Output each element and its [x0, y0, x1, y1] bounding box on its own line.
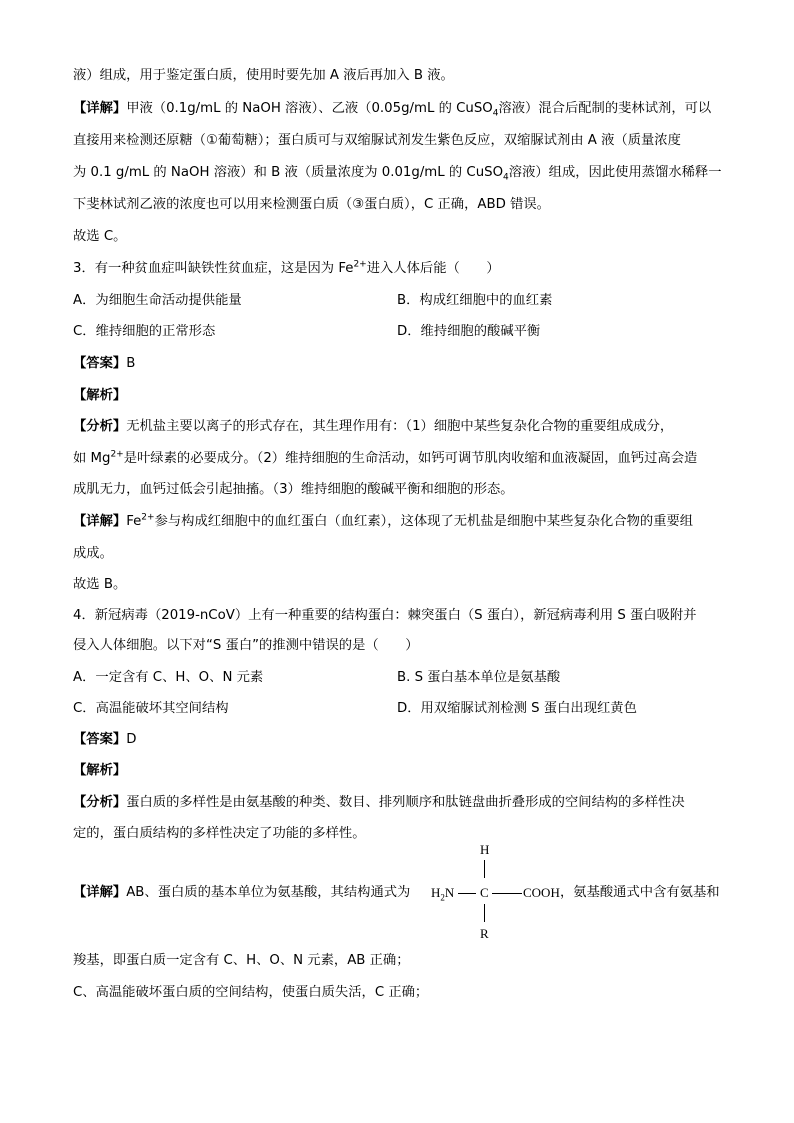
q3-detail-line: 成成。: [73, 546, 113, 561]
q3-fenxi-line: 成肌无力，血钙过低会引起抽搐。（3）维持细胞的酸碱平衡和细胞的形态。: [73, 482, 514, 497]
q2-conclusion: 故选 C。: [73, 229, 127, 244]
formula-top-h: H: [480, 842, 490, 857]
q2-detail-line: 直接用来检测还原糖（①葡萄糖）；蛋白质可与双缩脲试剂发生紫色反应，双缩脲试剂由 A 液（质量浓度: [73, 133, 681, 148]
formula-r-group: R: [480, 926, 489, 941]
q4-analysis-heading: 【解析】: [73, 763, 127, 778]
q3-option-d: D．维持细胞的酸碱平衡: [397, 324, 541, 339]
q3-analysis-heading: 【解析】: [73, 388, 127, 403]
q3-option-b: B．构成红细胞中的血红素: [397, 293, 553, 308]
formula-bond-right: [492, 893, 522, 894]
q4-fenxi-line: 【分析】蛋白质的多样性是由氨基酸的种类、数目、排列顺序和肽链盘曲折叠形成的空间结构的多样性决: [73, 795, 685, 810]
q4-option-d: D．用双缩脲试剂检测 S 蛋白出现红黄色: [397, 701, 637, 716]
q3-fenxi-line: 如 $Mg^{2+}$是叶绿素的必要成分。（2）维持细胞的生命活动，如钙可调节肌肉收缩和血液凝固，血钙过高会造: [73, 449, 698, 466]
q3-answer: 【答案】B: [73, 356, 136, 371]
q4-stem-line: 侵入人体细胞。以下对“S 蛋白”的推测中错误的是（ ）: [73, 638, 419, 653]
q4-stem-line: 4．新冠病毒（2019-nCoV）上有一种重要的结构蛋白：棘突蛋白（S 蛋白），新冠病毒利用 S 蛋白吸附并: [73, 608, 697, 623]
q4-detail-line: C、高温能破坏蛋白质的空间结构，使蛋白质失活，C 正确；: [73, 985, 429, 1000]
q3-option-a: A．为细胞生命活动提供能量: [73, 293, 242, 308]
q4-detail-line: 【详解】AB、蛋白质的基本单位为氨基酸，其结构通式为: [73, 885, 411, 900]
q3-conclusion: 故选 B。: [73, 577, 127, 592]
amino-acid-structural-formula: [428, 842, 560, 942]
q4-answer: 【答案】D: [73, 732, 137, 747]
formula-amino-group: $H_2N$: [431, 885, 455, 903]
q2-detail-line: 下斐林试剂乙液的浓度也可以用来检测蛋白质（③蛋白质），C 正确，ABD 错误。: [73, 197, 550, 212]
q3-stem: 3．有一种贫血症叫缺铁性贫血症，这是因为 $Fe^{2+}$进入人体后能（ ）: [73, 259, 500, 276]
formula-bond-bottom: [484, 904, 485, 922]
q3-fenxi-line: 【分析】无机盐主要以离子的形式存在，其生理作用有：（1）细胞中某些复杂化合物的重要组成成分，: [73, 419, 674, 434]
q4-option-a: A．一定含有 C、H、O、N 元素: [73, 670, 264, 685]
q2-detail-line: 为 0.1 g/mL 的 NaOH 溶液）和 B 液（质量浓度为 0.01g/mL 的 CuSO$_4$溶液）组成，因此使用蒸馏水稀释一: [73, 165, 722, 183]
q2-text-line: 液）组成，用于鉴定蛋白质，使用时要先加 A 液后再加入 B 液。: [73, 68, 454, 83]
q4-option-c: C．高温能破坏其空间结构: [73, 701, 229, 716]
formula-alpha-carbon: C: [480, 885, 489, 900]
q4-detail-line: 羧基，即蛋白质一定含有 C、H、O、N 元素，AB 正确；: [73, 953, 410, 968]
q4-option-b: B. S 蛋白基本单位是氨基酸: [397, 670, 561, 685]
q4-detail-line-continued: ，氨基酸通式中含有氨基和: [560, 885, 720, 900]
formula-bond-top: [484, 860, 485, 878]
detail-tag: 【详解】: [73, 101, 127, 116]
formula-carboxyl-group: COOH: [523, 885, 560, 900]
formula-bond-left: [458, 893, 476, 894]
q4-fenxi-line: 定的，蛋白质结构的多样性决定了功能的多样性。: [73, 826, 366, 841]
q3-detail-line: 【详解】$Fe^{2+}$参与构成红细胞中的血红蛋白（血红素），这体现了无机盐是细胞中某些复杂化合物的重要组: [73, 512, 694, 529]
q2-detail-line: 【详解】甲液（0.1g/mL 的 NaOH 溶液）、乙液（0.05g/mL 的 CuSO$_4$溶液）混合后配制的斐林试剂，可以: [73, 101, 712, 119]
q3-option-c: C．维持细胞的正常形态: [73, 324, 216, 339]
